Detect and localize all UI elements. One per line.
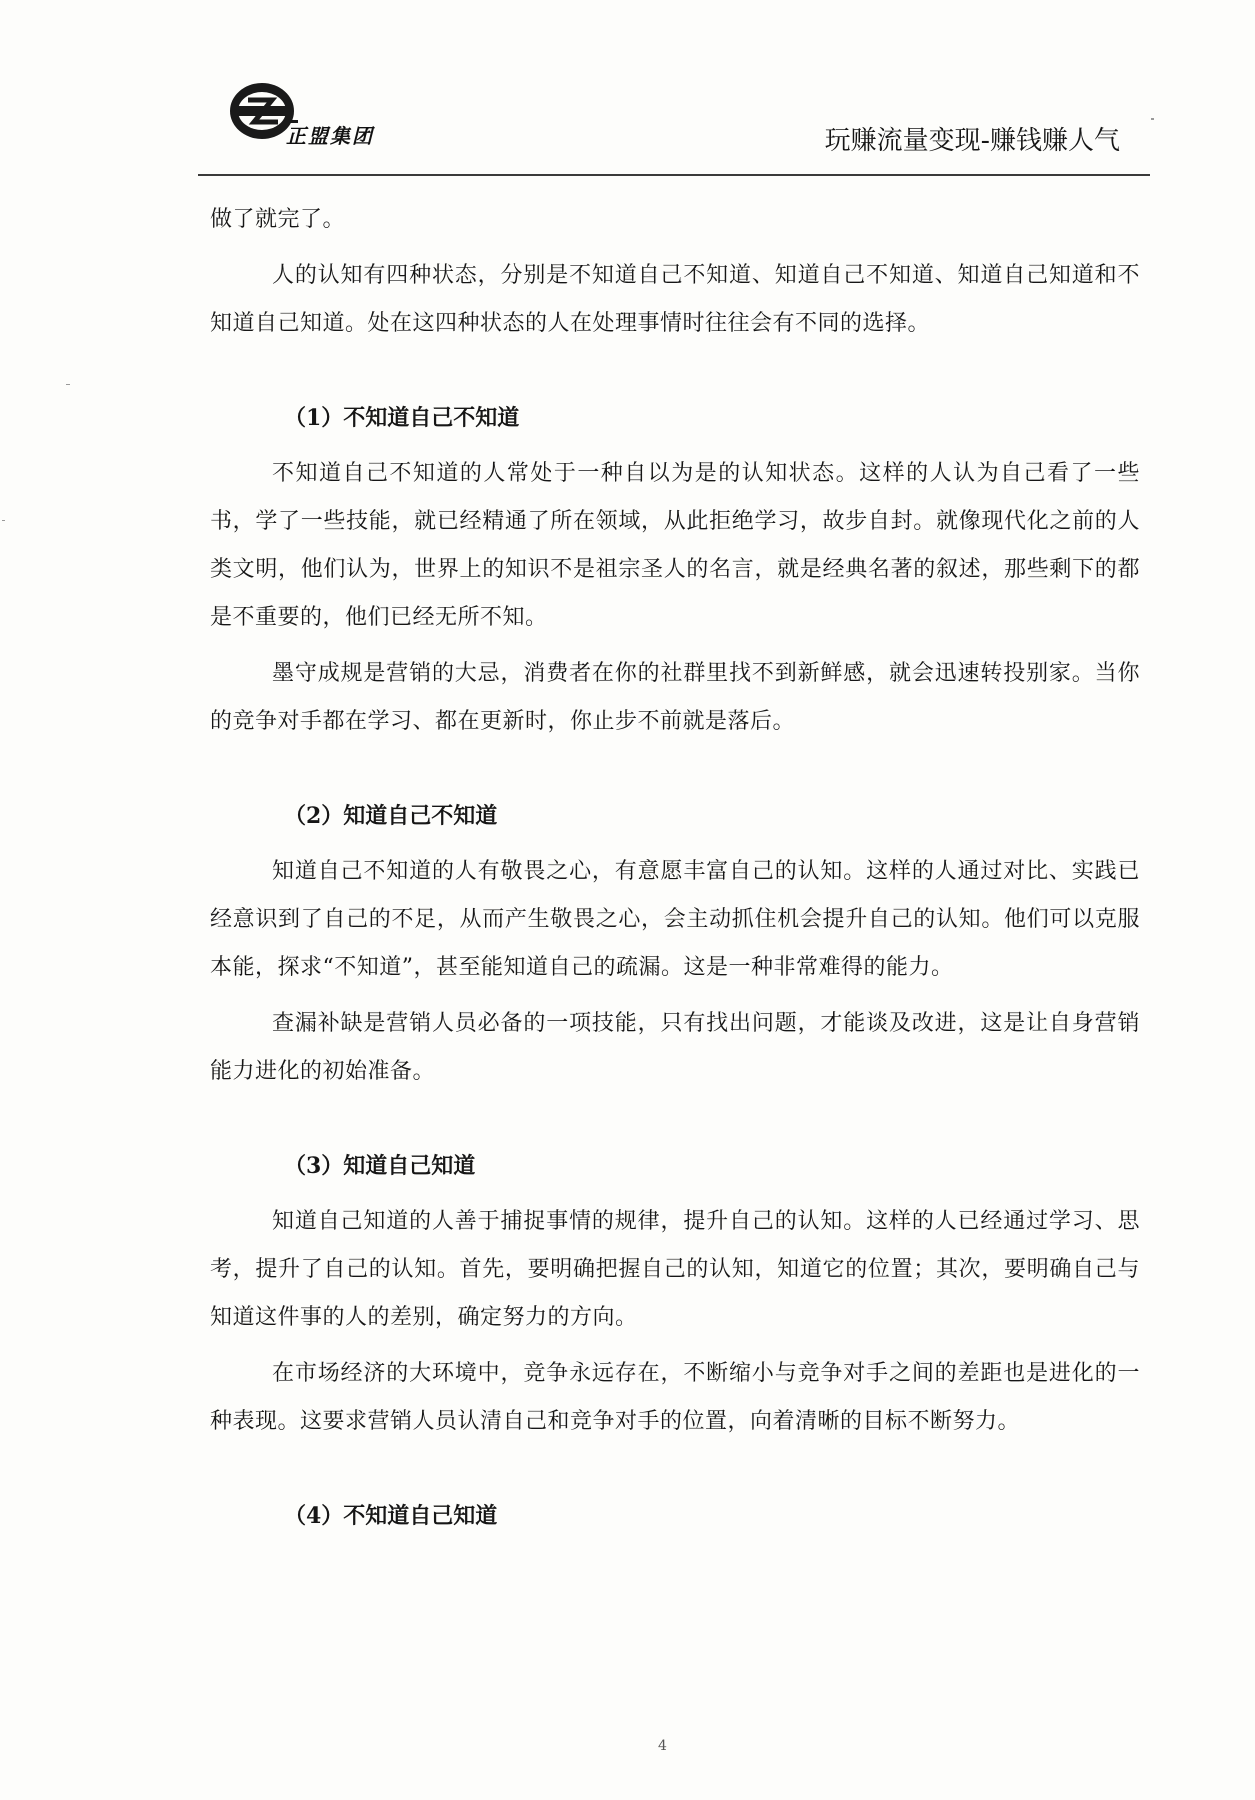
section-heading-3: （3）知道自己知道 — [284, 1153, 476, 1179]
scan-speck — [1151, 118, 1154, 120]
scan-speck — [2, 520, 5, 521]
section-heading-2: （2）知道自己不知道 — [284, 803, 498, 829]
section-heading-1: （1）不知道自己不知道 — [284, 405, 520, 431]
section-heading-4: （4）不知道自己知道 — [284, 1503, 498, 1529]
body-content — [210, 196, 1140, 1540]
paragraph-2b: 查漏补缺是营销人员必备的一项技能，只有找出问题，才能谈及改进，这是让自身营销能力进化的初始准备。 — [210, 1011, 1140, 1084]
scan-speck — [66, 384, 70, 385]
paragraph-four-states: 人的认知有四种状态，分别是不知道自己不知道、知道自己不知道、知道自己知道和不知道自己知道。处在这四种状态的人在处理事情时往往会有不同的选择。 — [210, 263, 1140, 336]
paragraph-1b: 墨守成规是营销的大忌，消费者在你的社群里找不到新鲜感，就会迅速转投别家。当你的竞争对手都在学习、都在更新时，你止步不前就是落后。 — [210, 661, 1140, 734]
paragraph-3a: 知道自己知道的人善于捕捉事情的规律，提升自己的认知。这样的人已经通过学习、思考，提升了自己的认知。首先，要明确把握自己的认知，知道它的位置；其次，要明确自己与知道这件事的人的差别，确定努力的方向。 — [210, 1209, 1140, 1330]
header-divider — [198, 174, 1150, 176]
paragraph-2a: 知道自己不知道的人有敬畏之心，有意愿丰富自己的认知。这样的人通过对比、实践已经意识到了自己的不足，从而产生敬畏之心，会主动抓住机会提升自己的认知。他们可以克服本能，探求“不知道”，甚至能知道自己的疏漏。这是一种非常难得的能力。 — [210, 859, 1140, 980]
paragraph-3b: 在市场经济的大环境中，竞争永远存在，不断缩小与竞争对手之间的差距也是进化的一种表现。这要求营销人员认清自己和竞争对手的位置，向着清晰的目标不断努力。 — [210, 1361, 1140, 1434]
paragraph-intro-tail: 做了就完了。 — [210, 207, 346, 232]
page-number: 4 — [658, 1738, 667, 1754]
page-header — [198, 74, 1150, 178]
logo-text: 正盟集团 — [286, 124, 374, 148]
header-title: 玩赚流量变现-赚钱赚人气 — [824, 126, 1120, 156]
paragraph-1a: 不知道自己不知道的人常处于一种自以为是的认知状态。这样的人认为自己看了一些书，学了一些技能，就已经精通了所在领域，从此拒绝学习，故步自封。就像现代化之前的人类文明，他们认为，世界上的知识不是祖宗圣人的名言，就是经典名著的叙述，那些剩下的都是不重要的，他们已经无所不知。 — [210, 461, 1140, 630]
company-logo — [228, 80, 448, 160]
